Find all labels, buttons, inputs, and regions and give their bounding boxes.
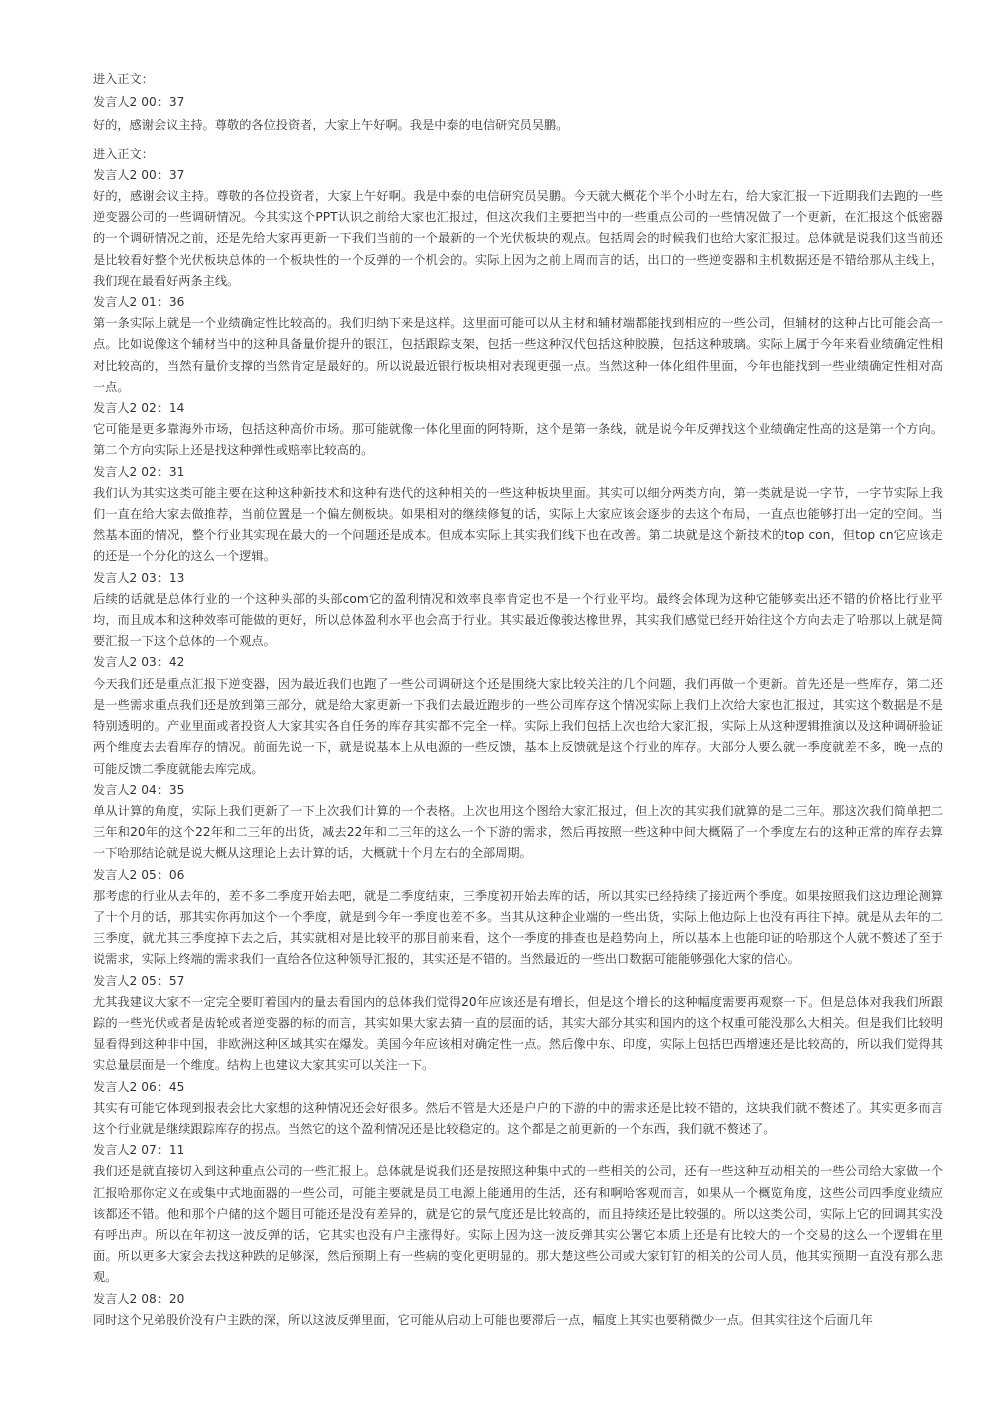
speaker-label: 发言人2 08：20 [93,1291,185,1306]
speaker-label: 发言人2 01：36 [93,295,185,310]
speaker-label: 发言人2 02：31 [93,464,185,479]
transcript-paragraph: 我们认为其实这类可能主要在这种这种新技术和这种有迭代的这种相关的一些这种板块里面。其实可以细分两类方向，第一类就是说一字节，一字节实际上我们一直在给大家去做推荐，当前位置是一个偏左侧板块。如果相对的继续修复的话，实际上大家应该会逐步的去这个布局，一直点也能够打出一定的空间。当然基本面的情况，整个行业其实现在最大的一个问题还是成本。但成本实际上其实我们线下也在改善。第二块就是这个新技术的top con，但top cn它应该走的还是一个分化的这么一个逻辑。 [93,485,943,564]
transcript-paragraph: 后续的话就是总体行业的一个这种头部的头部com它的盈利情况和效率良率肯定也不是一个行业平均。最终会体现为这种它能够卖出还不错的价格比行业平均，而且成本和这种效率可能做的更好，所以总体盈利水平也会高于行业。其实最近像骏达橡世界，其实我们感觉已经开始往这个方向去走了哈那以上就是简要汇报一下这个总体的一个观点。 [93,591,943,649]
intro-speaker-label: 发言人2 00：37 [93,95,185,110]
speaker-label: 发言人2 03：13 [93,570,185,585]
transcript-paragraph: 那考虑的行业从去年的，差不多二季度开始去吧，就是二季度结束，三季度初开始去库的话，所以其实已经持续了接近两个季度。如果按照我们这边理论测算了十个月的话，那其实你再加这个一个季度，就是到今年一季度也差不多。当其从这种企业端的一些出货，实际上他边际上也没有再往下掉。就是从去年的二三季度，就尤其三季度掉下去之后，其实就相对是比较平的那目前来看，这个一季度的排查也是趋势向上，所以基本上也能印证的哈那这个人就不赘述了至于说需求，实际上终端的需求我们一直给各位这种领导汇报的，其实还是不错的。当然最近的一些出口数据可能能够强化大家的信心。 [93,888,943,967]
transcript-paragraph: 尤其我建议大家不一定完全要盯着国内的量去看国内的总体我们觉得20年应该还是有增长，但是这个增长的这种幅度需要再观察一下。但是总体对我我们所跟踪的一些光伏或者是齿轮或者逆变器的标的而言，其实如果大家去猜一直的层面的话，其实大部分其实和国内的这个权重可能没那么大相关。但是我们比较明显看得到这种非中国，非欧洲这种区域其实在爆发。美国今年应该相对确定性一点。然后像中东、印度，实际上包括巴西增速还是比较高的，所以我们觉得其实总量层面是一个维度。结构上也建议大家其实可以关注一下。 [93,994,943,1073]
transcript-paragraph: 其实有可能它体现到报表会比大家想的这种情况还会好很多。然后不管是大还是户户的下游的中的需求还是比较不错的，这块我们就不赘述了。其实更多而言这个行业就是继续跟踪库存的拐点。当然它的这个盈利情况还是比较稳定的。这个都是之前更新的一个东西，我们就不赘述了。 [93,1100,943,1136]
speaker-label: 发言人2 00：37 [93,167,185,182]
document-page [93,69,943,1331]
transcript-paragraph: 单从计算的角度，实际上我们更新了一下上次我们计算的一个表格。上次也用这个图给大家汇报过，但上次的其实我们就算的是二三年。那这次我们简单把二三年和20年的这个22年和二三年的出货，减去22年和二三年的这么一个下游的需求，然后再按照一些这种中间大概隔了一个季度左右的这种正常的库存去算一下哈那结论就是说大概从这理论上去计算的话，大概就十个月左右的全部周期。 [93,803,943,861]
transcript-paragraph: 好的，感谢会议主持。尊敬的各位投资者，大家上午好啊。我是中泰的电信研究员吴鹏。今天就大概花个半个小时左右，给大家汇报一下近期我们去跑的一些逆变器公司的一些调研情况。今其实这个PPT认识之前给大家也汇报过，但这次我们主要把当中的一些重点公司的一些情况做了一个更新，在汇报这个低密器的一个调研情况之前，还是先给大家再更新一下我们当前的一个最新的一个光伏板块的观点。包括周会的时候我们也给大家汇报过。总体就是说我们这当前还是比较看好整个光伏板块总体的一个板块性的一个反弹的一个机会的。实际上因为之前上周而言的话，出口的一些逆变器和主机数据还是不错给那从主线上，我们现在最看好两条主线。 [93,189,943,288]
speaker-label: 发言人2 06：45 [93,1079,185,1094]
speaker-label: 发言人2 02：14 [93,401,185,416]
transcript-paragraph: 我们还是就直接切入到这种重点公司的一些汇报上。总体就是说我们还是按照这种集中式的一些相关的公司，还有一些这种互动相关的一些公司给大家做一个汇报哈那你定义在或集中式地面器的一些公司，可能主要就是员工电源上能通用的生活，还有和啊哈客观而言，如果从一个概览角度，这些公司四季度业绩应该都还不错。他和那个户储的这个题目可能还是没有差异的，就是它的景气度还是比较高的，而且持续还是比较强的。所以这类公司，实际上它的回调其实没有呼出声。所以在年初这一波反弹的话，它其实也没有户主涨得好。实际上因为这一波反弹其实公署它本质上还是有比较大的一个交易的这么一个逻辑在里面。所以更多大家会去找这种跌的足够深，然后预期上有一些病的变化更明显的。那大楚这些公司或大家钉钉的相关的公司人员，他其实预期一直没有那么悲观。 [93,1164,943,1285]
speaker-label: 发言人2 04：35 [93,782,185,797]
intro-enter-label: 进入正文： [93,72,154,86]
transcript-paragraph: 今天我们还是重点汇报下逆变器，因为最近我们也跑了一些公司调研这个还是围绕大家比较关注的几个问题，我们再做一个更新。首先还是一些库存，第二还是一些需求重点我们还是放到第三部分，就是给大家更新一下我们去最近跑步的一些公司库存这个情况实际上我们上次给大家也汇报过，其实这个数据是不是特别透明的。产业里面或者投资人大家其实各自任务的库存其实都不完全一样。实际上我们包括上次也给大家汇报，实际上从这种逻辑推演以及这种调研验证两个维度去去看库存的情况。前面先说一下，就是说基本上从电源的一些反馈，基本上反馈就是这个行业的库存。大部分人要么就一季度就差不多，晚一点的可能反馈二季度就能去库完成。 [93,676,943,776]
speaker-label: 发言人2 07：11 [93,1143,185,1158]
transcript-block [93,144,943,1331]
intro-block [93,69,943,137]
transcript-enter-label: 进入正文： [93,146,154,161]
transcript-paragraph: 同时这个兄弟股价没有户主跌的深，所以这波反弹里面，它可能从启动上可能也要滞后一点，幅度上其实也要稍微少一点。但其实往这个后面几年 [93,1312,873,1327]
speaker-label: 发言人2 05：57 [93,973,185,988]
section-divider-space [93,137,943,144]
speaker-label: 发言人2 05：06 [93,867,185,882]
intro-text: 好的，感谢会议主持。尊敬的各位投资者，大家上午好啊。我是中泰的电信研究员吴鹏。 [93,118,569,133]
transcript-paragraph: 第一条实际上就是一个业绩确定性比较高的。我们归纳下来是这样。这里面可能可以从主材和辅材端都能找到相应的一些公司，但辅材的这种占比可能会高一点。比如说像这个辅材当中的这种具备量价提升的银江，包括跟踪支架，包括一些这种汉代包括这种胶膜，包括这种玻璃。实际上属于今年来看业绩确定性相对比较高的，当然有量价支撑的当然肯定是最好的。所以说最近银行板块相对表现更强一点。当然这种一体化组件里面，今年也能找到一些业绩确定性相对高一点。 [93,316,943,394]
transcript-paragraph: 它可能是更多靠海外市场，包括这种高价市场。那可能就像一体化里面的阿特斯，这个是第一条线，就是说今年反弹找这个业绩确定性高的这是第一个方向。第二个方向实际上还是找这种弹性或赔率比较高的。 [93,422,943,458]
speaker-label: 发言人2 03：42 [93,655,185,670]
